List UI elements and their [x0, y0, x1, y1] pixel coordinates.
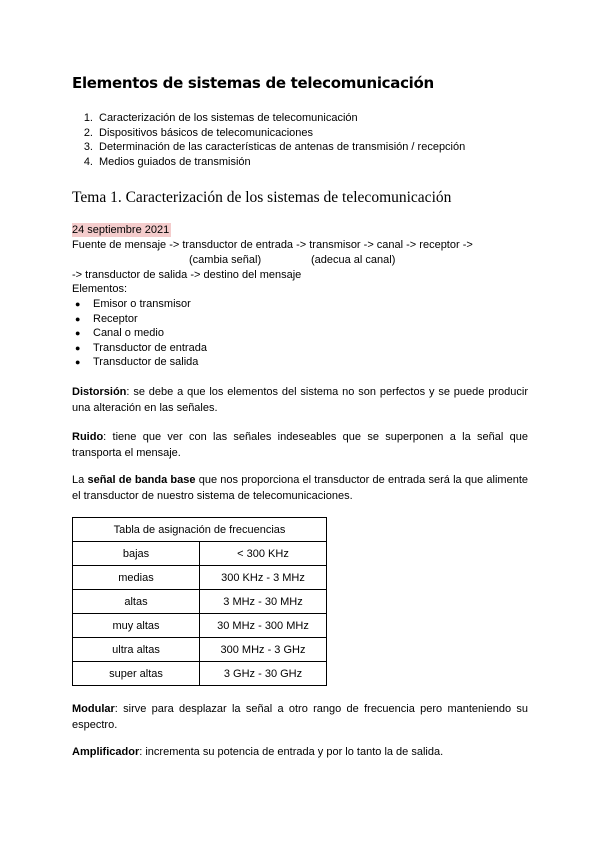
- table-cell: bajas: [73, 542, 200, 566]
- toc-item: [72, 111, 465, 126]
- table-row: [73, 590, 327, 614]
- amplificador-paragraph: [72, 745, 528, 761]
- modular-term: Modular: [72, 703, 115, 715]
- date-highlight: 24 septiembre 2021: [72, 224, 170, 236]
- table-cell: muy altas: [73, 614, 200, 638]
- distorsion-paragraph: [72, 385, 528, 416]
- list-item-text: Emisor o transmisor: [93, 298, 191, 310]
- list-item: [72, 326, 207, 341]
- table-row: [73, 542, 327, 566]
- list-item: [72, 341, 207, 356]
- table-caption: Tabla de asignación de frecuencias: [73, 518, 327, 542]
- table-cell: 300 KHz - 3 MHz: [200, 566, 327, 590]
- banda-prefix: La: [72, 474, 88, 486]
- frequency-table: [72, 517, 327, 686]
- banda-text: que nos proporciona el transductor de entrada será la que alimente el transductor de nuestro sistema de telecomunicaciones.: [72, 474, 528, 502]
- amplificador-text: : incrementa su potencia de entrada y por lo tanto la de salida.: [139, 746, 444, 758]
- ruido-term: Ruido: [72, 431, 104, 443]
- bullet-icon: ●: [75, 299, 81, 309]
- table-cell: 300 MHz - 3 GHz: [200, 638, 327, 662]
- table-row: [73, 566, 327, 590]
- toc-item: [72, 126, 465, 141]
- list-item-text: Transductor de entrada: [93, 341, 207, 354]
- bullet-icon: ●: [75, 328, 81, 339]
- toc-number: 4.: [83, 155, 93, 168]
- toc-text: Dispositivos básicos de telecomunicaciones: [99, 126, 313, 139]
- flow-line-2: -> transductor de salida -> destino del mensaje: [72, 269, 302, 281]
- list-item: [72, 355, 207, 370]
- flow-note-adecua: (adecua al canal): [311, 254, 396, 266]
- flow-line-1: Fuente de mensaje -> transductor de entrada -> transmisor -> canal -> receptor ->: [72, 239, 473, 251]
- toc-text: Medios guiados de transmisión: [99, 155, 251, 168]
- ruido-paragraph: [72, 430, 528, 461]
- list-item-text: Canal o medio: [93, 327, 164, 340]
- table-cell: 3 GHz - 30 GHz: [200, 662, 327, 686]
- list-item-text: Transductor de salida: [93, 356, 199, 369]
- modular-paragraph: [72, 702, 528, 733]
- table-of-contents: [72, 111, 465, 169]
- flow-note-cambia: (cambia señal): [189, 254, 262, 266]
- table-cell: 30 MHz - 300 MHz: [200, 614, 327, 638]
- table-cell: medias: [73, 566, 200, 590]
- amplificador-term: Amplificador: [72, 746, 140, 758]
- banda-base-paragraph: [72, 473, 528, 504]
- elements-label: Elementos:: [72, 283, 128, 295]
- list-item-text: Receptor: [93, 312, 138, 325]
- elements-list: [72, 297, 207, 370]
- distorsion-text: : se debe a que los elementos del sistema no son perfectos y se puede producir una alteración en las señales.: [72, 386, 528, 414]
- toc-text: Determinación de las características de antenas de transmisión / recepción: [99, 141, 466, 153]
- list-item: [72, 312, 207, 327]
- bullet-icon: ●: [75, 342, 81, 353]
- toc-item: [72, 155, 465, 170]
- table-cell: 3 MHz - 30 MHz: [200, 590, 327, 614]
- toc-item: [72, 140, 465, 155]
- table-caption-row: [73, 518, 327, 542]
- toc-number: 1.: [83, 112, 93, 124]
- list-item: [72, 297, 207, 312]
- bullet-icon: ●: [75, 313, 81, 324]
- distorsion-term: Distorsión: [72, 386, 127, 398]
- table-cell: < 300 KHz: [200, 542, 327, 566]
- table-row: [73, 614, 327, 638]
- section-title: Tema 1. Caracterización de los sistemas de telecomunicación: [72, 189, 452, 206]
- ruido-text: : tiene que ver con las señales indeseables que se superponen a la señal que transporta el mensaje.: [72, 431, 528, 459]
- toc-text: Caracterización de los sistemas de telecomunicación: [99, 112, 358, 124]
- table-cell: altas: [73, 590, 200, 614]
- modular-text: : sirve para desplazar la señal a otro rango de frecuencia pero manteniendo su espectro.: [72, 703, 528, 731]
- bullet-icon: ●: [75, 357, 81, 368]
- table-row: [73, 638, 327, 662]
- toc-number: 3.: [83, 141, 93, 153]
- table-row: [73, 662, 327, 686]
- document-title: Elementos de sistemas de telecomunicación: [72, 74, 434, 92]
- table-cell: ultra altas: [73, 638, 200, 662]
- banda-term: señal de banda base: [87, 474, 196, 486]
- toc-number: 2.: [83, 126, 93, 139]
- table-cell: super altas: [73, 662, 200, 686]
